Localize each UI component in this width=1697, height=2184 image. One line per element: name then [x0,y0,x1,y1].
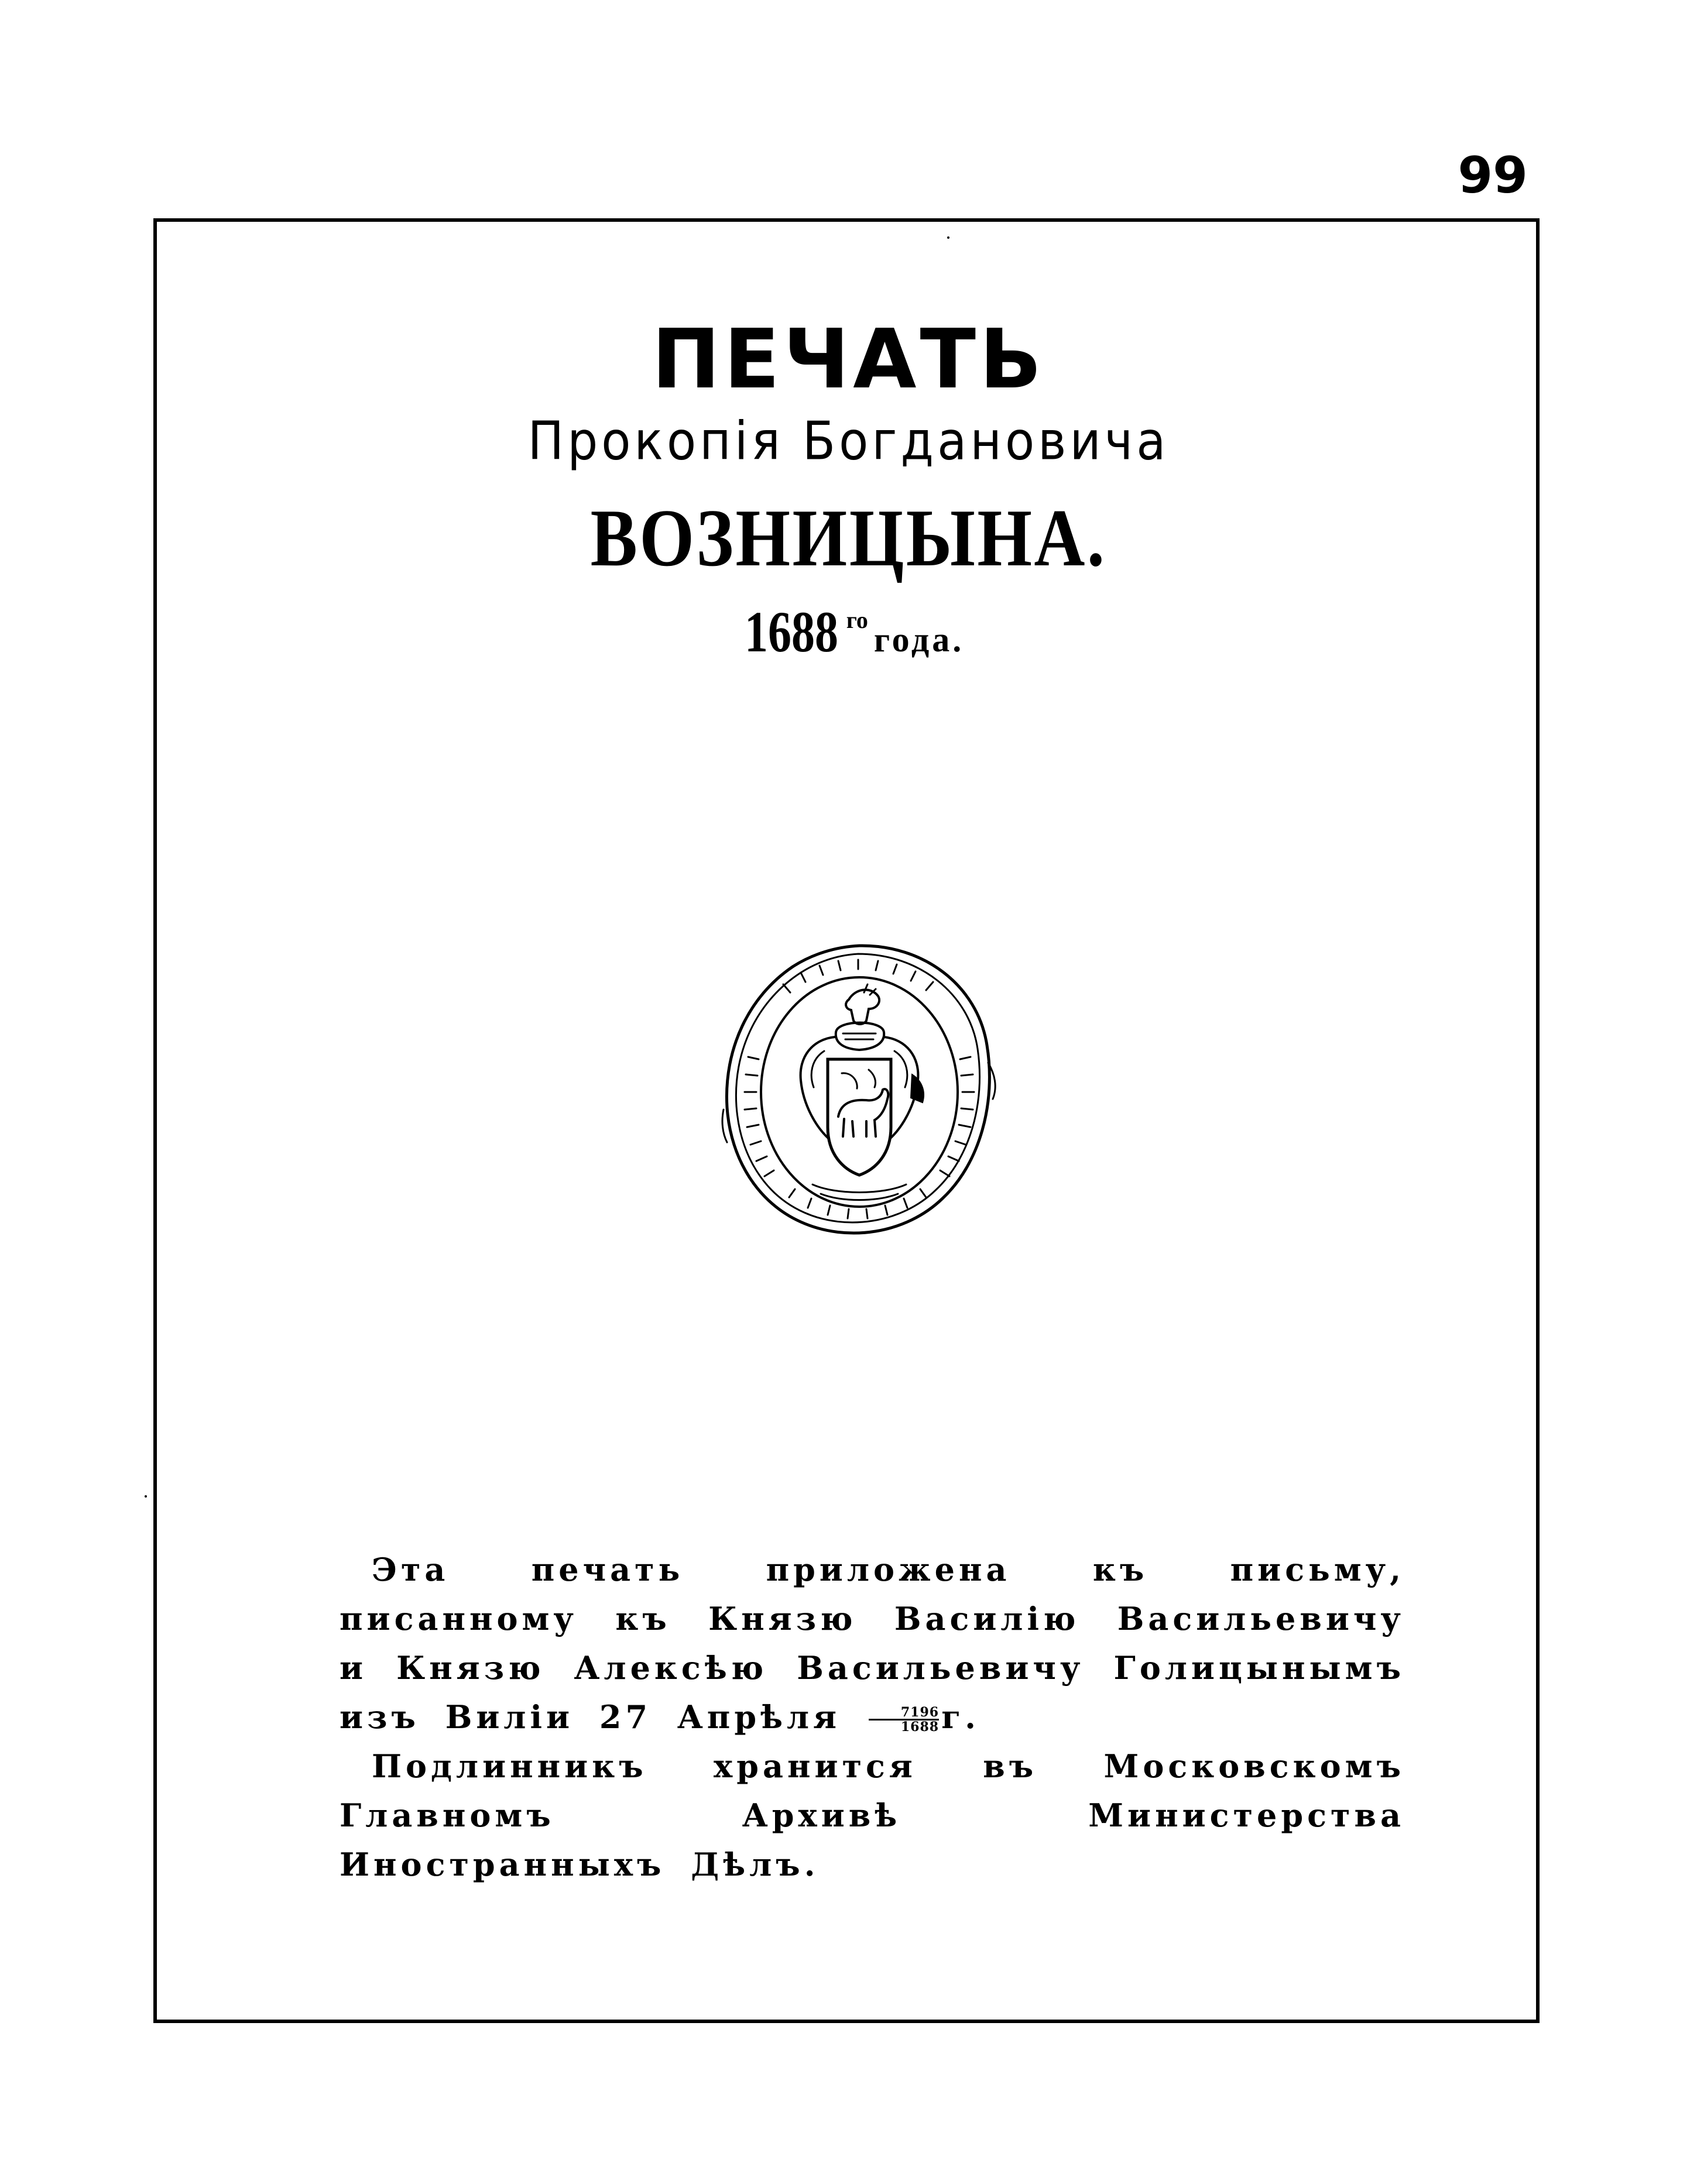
year-number: 1688 [744,599,838,664]
wax-seal-coat-of-arms-icon [713,934,1006,1250]
caption-paragraph-1 [340,1545,1405,1742]
caption-paragraph-2: Подлинникъ хранится въ Московскомъ Главномъ Архивѣ Министерства Иностранныхъ Дѣлъ. [340,1747,1405,1883]
year-line [0,588,1697,681]
date-fraction [869,1706,939,1733]
surname-heading: ВОЗНИЦЫНА. [590,493,1107,583]
year-word: года. [873,620,965,659]
page-number: 99 [1458,146,1528,205]
page-subtitle: Прокопія Богдановича [527,411,1170,472]
fraction-bottom: 1688 [900,1719,940,1735]
fraction-top: 7196 [869,1706,939,1721]
caption-line1-end: г. [941,1698,980,1736]
page-title: ПЕЧАТЬ [652,312,1045,407]
caption-line1: Эта печать приложена къ письму, писанному къ Князю Василію Васильевичу и Князю Алексѣю Васильевичу Голицынымъ изъ Виліи 27 Апрѣля [340,1551,1405,1736]
year-superscript: го [846,607,868,633]
caption-block [340,1545,1405,1889]
stray-mark [947,236,949,239]
stray-mark [145,1495,147,1498]
